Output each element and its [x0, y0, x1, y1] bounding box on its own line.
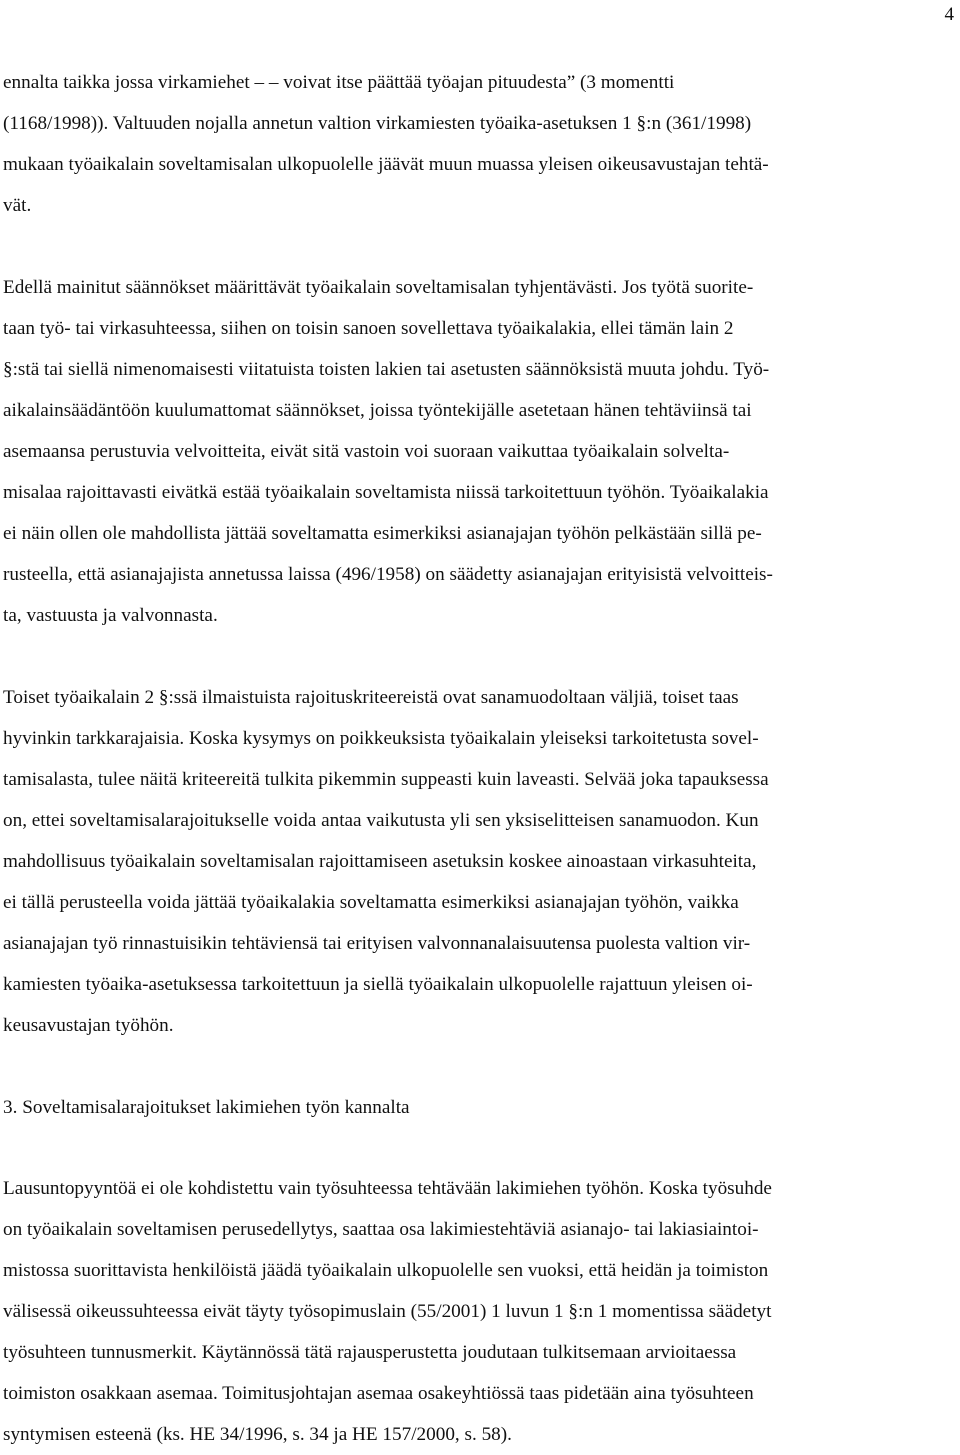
text-line: ta, vastuusta ja valvonnasta. [3, 605, 218, 626]
text-line: toimiston osakkaan asemaa. Toimitusjohtajan asemaa osakeyhtiössä taas pidetään aina työsuhteen [3, 1383, 754, 1404]
paragraph-1 [3, 62, 955, 226]
text-line: mistossa suorittavista henkilöistä jäädä työaikalain ulkopuolelle sen vuoksi, että heidän ja toimiston [3, 1260, 769, 1281]
text-line: asemaansa perustuvia velvoitteita, eivät sitä vastoin voi suoraan vaikuttaa työaikalain solvelta- [3, 441, 730, 462]
text-line: kamiesten työaika-asetuksessa tarkoitettuun ja siellä työaikalain ulkopuolelle rajattuun yleisen oi- [3, 974, 753, 995]
text-line: ei tällä perusteella voida jättää työaikalakia soveltamatta esimerkiksi asianajajan työhön, vaikka [3, 892, 739, 913]
text-line: syntymisen esteenä (ks. HE 34/1996, s. 34 ja HE 157/2000, s. 58). [3, 1424, 512, 1445]
text-line: aikalainsäädäntöön kuulumattomat säännökset, joissa työntekijälle asetetaan hänen tehtäviinsä tai [3, 400, 752, 421]
section-heading [3, 1087, 955, 1128]
paragraph-gap [3, 1128, 955, 1168]
text-line: ennalta taikka jossa virkamiehet – – voivat itse päättää työajan pituudesta” (3 momentti [3, 72, 675, 93]
paragraph-gap [3, 226, 955, 267]
text-line: Edellä mainitut säännökset määrittävät työaikalain soveltamisalan tyhjentävästi. Jos työtä suorite- [3, 277, 754, 298]
text-line: rusteella, että asianajajista annetussa laissa (496/1958) on säädetty asianajajan erityisistä velvoitteis- [3, 564, 773, 585]
text-line: misalaa rajoittavasti eivätkä estää työaikalain soveltamista niissä tarkoitettuun työhön. Työaikalakia [3, 482, 769, 503]
text-line: on työaikalain soveltamisen perusedellytys, saattaa osa lakimiestehtäviä asianajo- tai lakiasiaintoi- [3, 1219, 759, 1240]
text-line: taan työ- tai virkasuhteessa, siihen on toisin sanoen sovellettava työaikalakia, ellei tämän lain 2 [3, 318, 734, 339]
paragraph-gap [3, 636, 955, 677]
text-line: tamisalasta, tulee näitä kriteereitä tulkita pikemmin suppeasti kuin laveasti. Selvää joka tapauksessa [3, 769, 769, 790]
paragraph-2 [3, 267, 955, 636]
text-line: §:stä tai siellä nimenomaisesti viitatuista toisten lakien tai asetusten säännöksistä muuta johdu. Työ- [3, 359, 770, 380]
text-line: asianajajan työ rinnastuisikin tehtäviensä tai erityisen valvonnanalaisuutensa puolesta valtion vir- [3, 933, 751, 954]
text-line: Toiset työaikalain 2 §:ssä ilmaistuista rajoituskriteereistä ovat sanamuodoltaan väljiä, toiset taas [3, 687, 739, 708]
document-body [3, 62, 955, 1455]
text-line: on, ettei soveltamisalarajoitukselle voida antaa vaikutusta yli sen yksiselitteisen sanamuodon. Kun [3, 810, 759, 831]
text-line: mahdollisuus työaikalain soveltamisalan rajoittamiseen asetuksin koskee ainoastaan virkasuhteita, [3, 851, 757, 872]
paragraph-gap [3, 1046, 955, 1087]
text-line: (1168/1998)). Valtuuden nojalla annetun valtion virkamiesten työaika-asetuksen 1 §:n (361/1998) [3, 113, 752, 134]
text-line: hyvinkin tarkkarajaisia. Koska kysymys on poikkeuksista työaikalain yleiseksi tarkoitetusta sovel- [3, 728, 759, 749]
paragraph-4 [3, 1168, 955, 1455]
heading-text: 3. Soveltamisalarajoitukset lakimiehen työn kannalta [3, 1097, 410, 1118]
text-line: ei näin ollen ole mahdollista jättää soveltamatta esimerkiksi asianajajan työhön pelkästään sillä pe- [3, 523, 762, 544]
text-line: mukaan työaikalain soveltamisalan ulkopuolelle jäävät muun muassa yleisen oikeusavustajan tehtä- [3, 154, 769, 175]
text-line: vät. [3, 195, 32, 216]
text-line: työsuhteen tunnusmerkit. Käytännössä tätä rajausperustetta joudutaan tulkitsemaan arvioitaessa [3, 1342, 737, 1363]
text-line: Lausuntopyyntöä ei ole kohdistettu vain työsuhteessa tehtävään lakimiehen työhön. Koska työsuhde [3, 1178, 772, 1199]
paragraph-3 [3, 677, 955, 1046]
text-line: keusavustajan työhön. [3, 1015, 174, 1036]
page-number: 4 [944, 4, 954, 25]
text-line: välisessä oikeussuhteessa eivät täyty työsopimuslain (55/2001) 1 luvun 1 §:n 1 momentissa säädetyt [3, 1301, 772, 1322]
